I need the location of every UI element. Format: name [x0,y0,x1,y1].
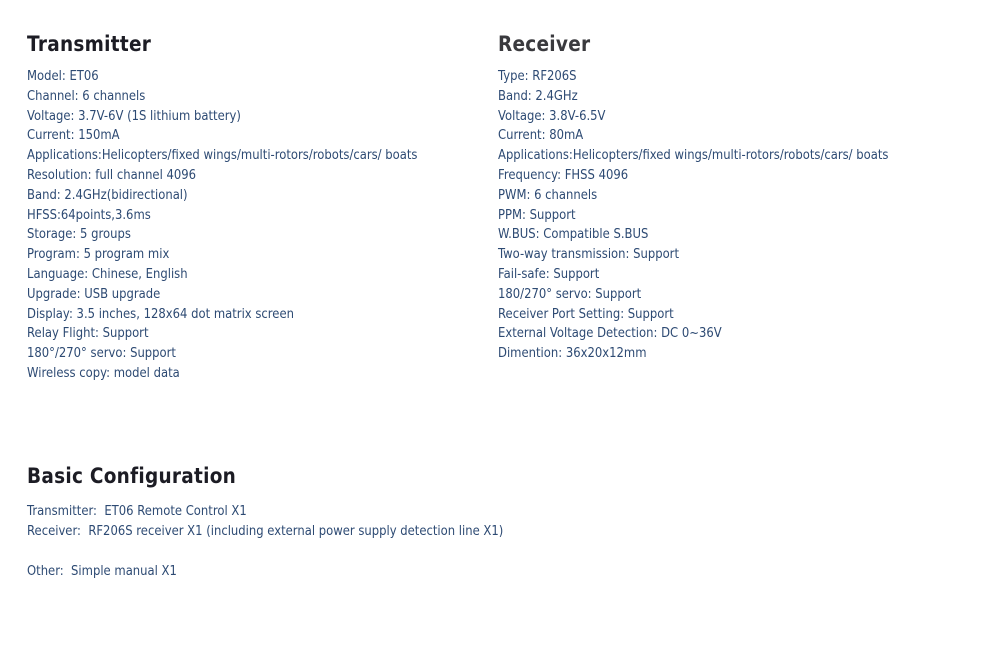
spec-item: Dimention: 36x20x12mm [498,345,647,362]
spec-item: Voltage: 3.7V-6V (1S lithium battery) [27,107,241,124]
basic-configuration-heading: Basic Configuration [27,464,237,488]
config-receiver-line: Receiver: RF206S receiver X1 (including external power supply detection line X1) [27,522,504,539]
basic-configuration-section [27,462,927,581]
receiver-spec-list [498,67,978,364]
spec-item: Program: 5 program mix [27,246,170,263]
receiver-heading: Receiver [498,32,591,56]
transmitter-heading: Transmitter [27,32,152,56]
spec-item: 180°/270° servo: Support [27,345,176,362]
transmitter-spec-list [27,67,487,384]
spec-item: Storage: 5 groups [27,226,131,243]
spec-item: Voltage: 3.8V-6.5V [498,107,606,124]
spec-item: Current: 80mA [498,127,584,144]
spec-item: Type: RF206S [498,68,577,84]
spec-item: PWM: 6 channels [498,186,598,203]
spec-item: Band: 2.4GHz(bidirectional) [27,186,188,203]
config-transmitter-line: Transmitter: ET06 Remote Control X1 [27,503,247,519]
spec-item: Frequency: FHSS 4096 [498,166,629,183]
spec-item: Display: 3.5 inches, 128x64 dot matrix screen [27,305,294,322]
spec-item: Current: 150mA [27,127,120,144]
spec-item: Applications:Helicopters/fixed wings/multi-rotors/robots/cars/ boats [498,147,889,164]
spec-item: Wireless copy: model data [27,364,180,381]
spec-item: Language: Chinese, English [27,265,188,282]
spec-item: Two-way transmission: Support [498,246,680,263]
spec-item: Relay Flight: Support [27,325,149,342]
config-other-line: Other: Simple manual X1 [27,562,177,579]
spec-item: Receiver Port Setting: Support [498,305,674,322]
spec-item: Channel: 6 channels [27,87,146,104]
spec-item: Upgrade: USB upgrade [27,285,161,302]
spec-item: Model: ET06 [27,68,99,84]
spec-item: 180/270° servo: Support [498,285,642,302]
receiver-section [498,30,978,364]
config-spacer [27,542,927,562]
spec-item: Resolution: full channel 4096 [27,166,197,183]
spec-item: HFSS:64points,3.6ms [27,206,151,223]
spec-item: Applications:Helicopters/fixed wings/multi-rotors/robots/cars/ boats [27,147,418,164]
spec-item: Fail-safe: Support [498,265,600,282]
spec-item: PPM: Support [498,206,576,223]
spec-item: Band: 2.4GHz [498,87,578,104]
transmitter-section [27,30,487,384]
spec-item: W.BUS: Compatible S.BUS [498,226,649,243]
spec-item: External Voltage Detection: DC 0~36V [498,325,722,342]
